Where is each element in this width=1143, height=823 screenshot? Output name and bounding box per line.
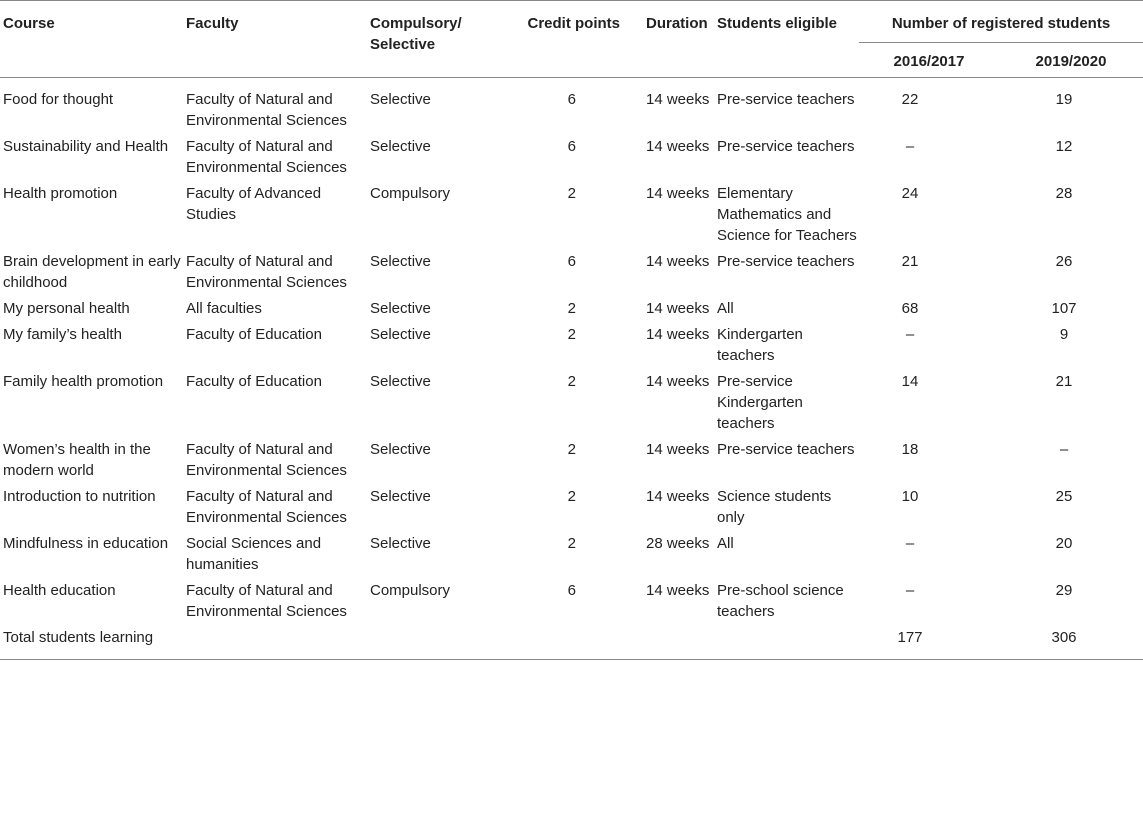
cell-credit: 2: [567, 373, 576, 390]
cell-faculty: Social Sciences and humanities: [186, 535, 322, 573]
cell-course: Introduction to nutrition: [3, 488, 156, 505]
cell-eligible: Kindergarten teachers: [717, 326, 803, 364]
cell-type: Selective: [370, 535, 431, 552]
table-row: [0, 528, 1143, 575]
table-row: [0, 575, 1143, 622]
cell-faculty: Faculty of Natural and Environmental Sciences: [186, 582, 347, 620]
cell-course: Brain development in early childhood: [3, 253, 181, 291]
cell-type: Selective: [370, 373, 431, 390]
total-2019: 306: [1051, 629, 1077, 646]
cell-2019: 107: [1051, 300, 1077, 317]
cell-eligible: All: [717, 300, 734, 317]
cell-2019: 19: [1055, 91, 1073, 108]
cell-course: My family’s health: [3, 326, 122, 343]
cell-course: Food for thought: [3, 91, 114, 108]
cell-type: Selective: [370, 488, 431, 505]
cell-2019: 9: [1059, 326, 1069, 343]
cell-2019: –: [1059, 441, 1069, 458]
cell-eligible: Pre-service teachers: [717, 138, 855, 155]
cell-course: Health promotion: [3, 185, 118, 202]
cell-eligible: Pre-service teachers: [717, 441, 855, 458]
total-2016: 177: [897, 629, 923, 646]
header-eligible: Students eligible: [717, 15, 838, 32]
cell-course: My personal health: [3, 300, 130, 317]
cell-credit: 2: [567, 326, 576, 343]
cell-course: Health education: [3, 582, 116, 599]
cell-eligible: All: [717, 535, 734, 552]
header-faculty: Faculty: [186, 15, 239, 32]
cell-2016: 68: [901, 300, 919, 317]
table-row: [0, 481, 1143, 528]
cell-2016: –: [905, 582, 915, 599]
cell-2016: 18: [901, 441, 919, 458]
header-year-2019: 2019/2020: [1035, 53, 1107, 70]
cell-credit: 2: [567, 300, 576, 317]
total-row: [0, 622, 1143, 660]
table-row: [0, 178, 1143, 246]
cell-eligible: Elementary Mathematics and Science for Teachers: [717, 185, 857, 244]
cell-course: Family health promotion: [3, 373, 164, 390]
cell-type: Compulsory: [370, 582, 451, 599]
cell-2019: 12: [1055, 138, 1073, 155]
cell-eligible: Pre-school science teachers: [717, 582, 844, 620]
cell-course: Mindfulness in education: [3, 535, 169, 552]
cell-eligible: Pre-service teachers: [717, 91, 855, 108]
cell-duration: 14 weeks: [646, 138, 710, 155]
cell-2016: 10: [901, 488, 919, 505]
cell-faculty: Faculty of Natural and Environmental Sciences: [186, 488, 347, 526]
cell-faculty: Faculty of Natural and Environmental Sciences: [186, 441, 347, 479]
cell-duration: 14 weeks: [646, 488, 710, 505]
cell-faculty: Faculty of Natural and Environmental Sciences: [186, 91, 347, 129]
cell-credit: 6: [567, 138, 576, 155]
cell-credit: 6: [567, 253, 576, 270]
cell-credit: 2: [567, 441, 576, 458]
cell-faculty: Faculty of Natural and Environmental Sciences: [186, 138, 347, 176]
cell-duration: 14 weeks: [646, 253, 710, 270]
cell-faculty: Faculty of Education: [186, 326, 322, 343]
cell-course: Women’s health in the modern world: [3, 441, 151, 479]
header-duration: Duration: [646, 15, 708, 32]
header-compulsory: Compulsory/ Selective: [370, 15, 462, 53]
cell-duration: 14 weeks: [646, 373, 710, 390]
header-year-2016: 2016/2017: [893, 53, 965, 70]
cell-credit: 6: [567, 91, 576, 108]
cell-2016: –: [905, 138, 915, 155]
cell-duration: 14 weeks: [646, 185, 710, 202]
cell-type: Selective: [370, 138, 431, 155]
cell-duration: 14 weeks: [646, 326, 710, 343]
table-row: [0, 434, 1143, 481]
cell-duration: 14 weeks: [646, 582, 710, 599]
cell-eligible: Science students only: [717, 488, 832, 526]
cell-faculty: Faculty of Education: [186, 373, 322, 390]
cell-2016: –: [905, 326, 915, 343]
cell-2016: 21: [901, 253, 919, 270]
cell-faculty: All faculties: [186, 300, 262, 317]
cell-type: Compulsory: [370, 185, 451, 202]
header-course: Course: [3, 15, 55, 32]
table-row: [0, 293, 1143, 319]
cell-duration: 14 weeks: [646, 441, 710, 458]
cell-eligible: Pre-service Kindergarten teachers: [717, 373, 803, 432]
cell-2019: 20: [1055, 535, 1073, 552]
cell-2019: 26: [1055, 253, 1073, 270]
cell-2016: 14: [901, 373, 919, 390]
table-row: [0, 246, 1143, 293]
cell-2016: 22: [901, 91, 919, 108]
table-row: [0, 78, 1143, 132]
cell-2019: 29: [1055, 582, 1073, 599]
header-registered: Number of registered students: [859, 1, 1143, 43]
cell-credit: 6: [567, 582, 576, 599]
cell-credit: 2: [567, 488, 576, 505]
cell-2016: 24: [901, 185, 919, 202]
cell-type: Selective: [370, 300, 431, 317]
cell-2019: 28: [1055, 185, 1073, 202]
cell-duration: 28 weeks: [646, 535, 710, 552]
cell-duration: 14 weeks: [646, 300, 710, 317]
cell-credit: 2: [567, 535, 576, 552]
header-credit: Credit points: [527, 15, 620, 32]
total-label: Total students learning: [3, 629, 154, 646]
cell-faculty: Faculty of Advanced Studies: [186, 185, 322, 223]
cell-2019: 25: [1055, 488, 1073, 505]
table-row: [0, 131, 1143, 178]
cell-2019: 21: [1055, 373, 1073, 390]
cell-type: Selective: [370, 441, 431, 458]
cell-course: Sustainability and Health: [3, 138, 169, 155]
cell-type: Selective: [370, 253, 431, 270]
table-row: [0, 366, 1143, 434]
cell-eligible: Pre-service teachers: [717, 253, 855, 270]
cell-type: Selective: [370, 91, 431, 108]
table-row: [0, 319, 1143, 366]
cell-credit: 2: [567, 185, 576, 202]
cell-duration: 14 weeks: [646, 91, 710, 108]
cell-2016: –: [905, 535, 915, 552]
cell-faculty: Faculty of Natural and Environmental Sciences: [186, 253, 347, 291]
cell-type: Selective: [370, 326, 431, 343]
